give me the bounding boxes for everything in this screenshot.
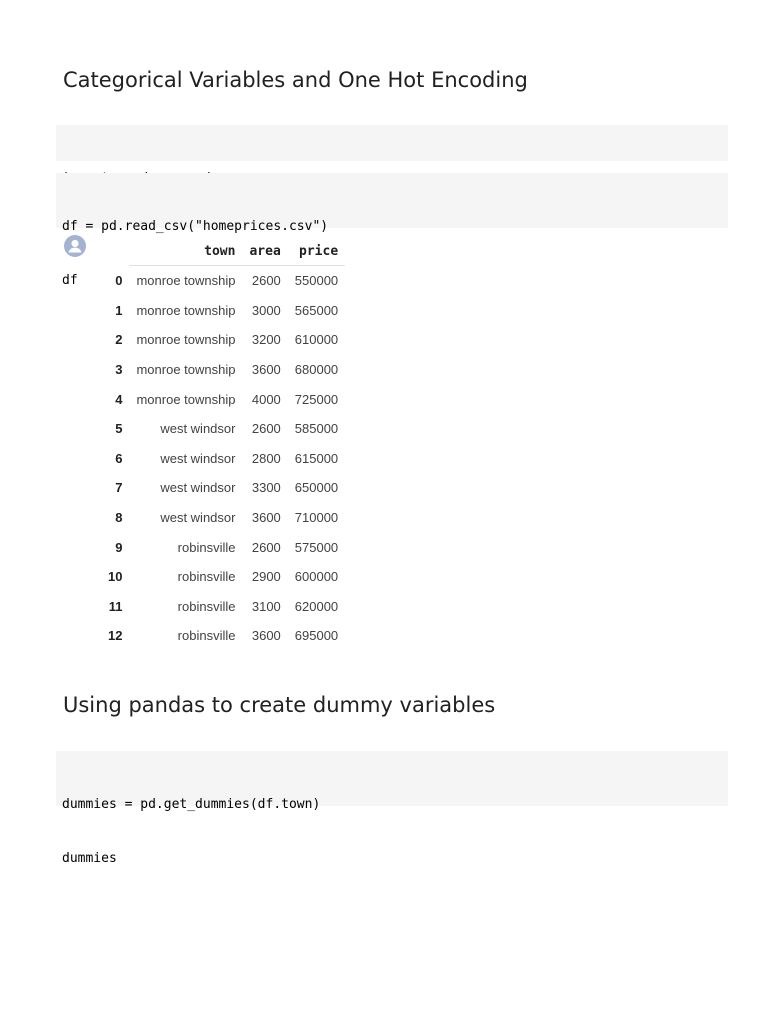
cell-price: 565000 — [294, 302, 339, 318]
row-index: 10 — [108, 569, 123, 585]
row-index: 6 — [115, 450, 123, 466]
cell-price: 680000 — [294, 362, 339, 378]
row-index: 2 — [115, 332, 123, 348]
cell-town: monroe township — [136, 273, 236, 289]
row-index: 0 — [115, 273, 123, 289]
cell-town: monroe township — [136, 302, 236, 318]
row-index: 4 — [115, 391, 123, 407]
row-index: 12 — [108, 628, 123, 644]
cell-area: 3200 — [251, 332, 281, 348]
cell-area: 3300 — [251, 480, 281, 496]
cell-town: monroe township — [136, 391, 236, 407]
table-row — [101, 384, 345, 414]
cell-area: 3100 — [251, 598, 281, 614]
table-row — [101, 592, 345, 622]
index-header — [101, 238, 129, 266]
cell-area: 2600 — [251, 539, 281, 555]
table-row — [101, 414, 345, 444]
column-header-area: area — [242, 238, 287, 266]
code-cell-get-dummies[interactable] — [56, 751, 728, 866]
row-index: 9 — [115, 539, 123, 555]
code-line: dummies — [62, 851, 117, 866]
cell-town: robinsville — [177, 539, 236, 555]
cell-price: 615000 — [294, 450, 339, 466]
code-cell-import[interactable] — [56, 125, 728, 161]
cell-town: robinsville — [177, 569, 236, 585]
cell-area: 3600 — [251, 362, 281, 378]
notebook-title: Categorical Variables and One Hot Encoding — [63, 68, 528, 92]
cell-price: 610000 — [294, 332, 339, 348]
table-row — [101, 325, 345, 355]
cell-price: 710000 — [294, 510, 339, 526]
cell-area: 3600 — [251, 628, 281, 644]
cell-town: west windsor — [160, 421, 236, 437]
cell-town: west windsor — [160, 480, 236, 496]
code-line: df = pd.read_csv("homeprices.csv") — [62, 219, 329, 234]
cell-town: west windsor — [160, 510, 236, 526]
cell-town: robinsville — [177, 628, 236, 644]
table-row — [101, 355, 345, 385]
cell-town: monroe township — [136, 362, 236, 378]
row-index: 7 — [115, 480, 123, 496]
cell-area: 2600 — [251, 421, 281, 437]
row-index: 3 — [115, 362, 123, 378]
table-row — [101, 532, 345, 562]
cell-price: 650000 — [294, 480, 339, 496]
section-heading: Using pandas to create dummy variables — [63, 693, 496, 717]
code-line: df — [62, 273, 78, 288]
cell-price: 600000 — [294, 569, 339, 585]
cell-price: 695000 — [294, 628, 339, 644]
row-index: 11 — [108, 598, 123, 614]
cell-area: 3000 — [251, 302, 281, 318]
cell-price: 585000 — [294, 421, 339, 437]
row-index: 8 — [115, 510, 123, 526]
cell-town: west windsor — [160, 450, 236, 466]
code-line: dummies = pd.get_dummies(df.town) — [62, 797, 321, 812]
table-body — [101, 266, 345, 651]
cell-area: 2800 — [251, 450, 281, 466]
table-row — [101, 562, 345, 592]
user-avatar-icon — [64, 235, 86, 257]
column-header-town: town — [129, 238, 242, 266]
cell-area: 3600 — [251, 510, 281, 526]
table-row — [101, 296, 345, 326]
cell-price: 725000 — [294, 391, 339, 407]
cell-area: 4000 — [251, 391, 281, 407]
table-header-row — [101, 238, 345, 266]
table-row — [101, 444, 345, 474]
cell-area: 2600 — [251, 273, 281, 289]
table-row — [101, 473, 345, 503]
cell-price: 575000 — [294, 539, 339, 555]
cell-town: robinsville — [177, 598, 236, 614]
dataframe-table — [101, 238, 345, 651]
table-row — [101, 266, 345, 296]
table-row — [101, 503, 345, 533]
column-header-price: price — [288, 238, 345, 266]
cell-price: 620000 — [294, 598, 339, 614]
row-index: 1 — [115, 302, 123, 318]
table-row — [101, 621, 345, 651]
row-index: 5 — [115, 421, 123, 437]
cell-price: 550000 — [294, 273, 339, 289]
cell-area: 2900 — [251, 569, 281, 585]
cell-town: monroe township — [136, 332, 236, 348]
